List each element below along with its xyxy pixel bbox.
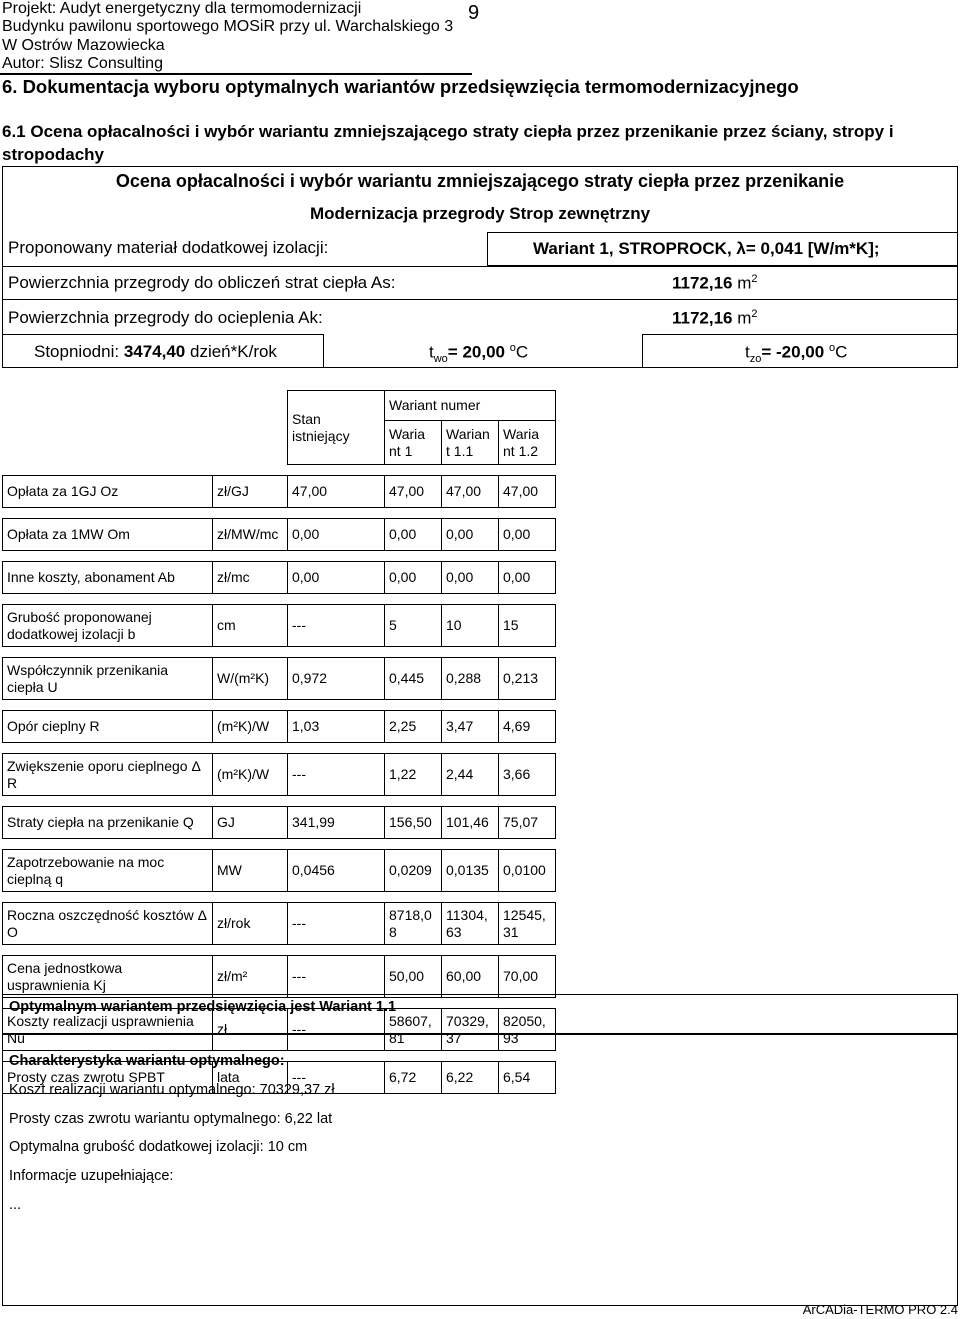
row-spacer <box>3 839 556 850</box>
cell-v2: 11304, 63 <box>442 903 499 945</box>
table-row <box>3 807 556 839</box>
cell-v3: 12545, 31 <box>499 903 556 945</box>
cell-unit: W/(m²K) <box>213 658 288 700</box>
cell-unit: cm <box>213 605 288 647</box>
header-divider <box>0 73 472 75</box>
cell-stan: 0,00 <box>288 519 385 551</box>
header-building: Budynku pawilonu sportowego MOSiR przy ul. Warchalskiego 3 <box>2 18 454 35</box>
cell-unit: MW <box>213 850 288 892</box>
two-temp: $t_{wo}= 20,00$ $^o$C <box>429 342 529 366</box>
cell-stan: 0,0456 <box>288 850 385 892</box>
cell-v3: 0,0100 <box>499 850 556 892</box>
cell-v3: 0,00 <box>499 519 556 551</box>
cell-stan: --- <box>288 754 385 796</box>
cell-stan: --- <box>288 605 385 647</box>
cell-v3: 3,66 <box>499 754 556 796</box>
area-as-value: 1172,16 $m^2$ <box>672 273 758 293</box>
degree-days: Stopniodni: 3474,40 dzień*K/rok <box>34 342 277 361</box>
row-spacer <box>3 551 556 562</box>
stan-header: Stan istniejący <box>288 391 385 465</box>
cell-label: Roczna oszczędność kosztów Δ O <box>3 903 213 945</box>
cell-v3: 0,00 <box>499 562 556 594</box>
info-label: Informacje uzupełniające: <box>9 1168 174 1184</box>
cell-v2: 101,46 <box>442 807 499 839</box>
cell-v3: 4,69 <box>499 711 556 743</box>
cell-unit: zł/m² <box>213 956 288 998</box>
cell-unit: GJ <box>213 807 288 839</box>
cell-v2: 60,00 <box>442 956 499 998</box>
cell-v1: 0,0209 <box>385 850 442 892</box>
table-row <box>3 562 556 594</box>
cell-v2: 6,22 <box>442 1062 499 1094</box>
cell-v3: 15 <box>499 605 556 647</box>
row-spacer <box>3 594 556 605</box>
cell-unit: zł/mc <box>213 562 288 594</box>
section-title: 6. Dokumentacja wyboru optymalnych wariantów przedsięwzięcia termomodernizacyjnego <box>2 76 799 97</box>
page-number: 9 <box>468 2 480 24</box>
cell-label: Zapotrzebowanie na moc cieplną q <box>3 850 213 892</box>
characteristics-title: Charakterystyka wariantu optymalnego: <box>9 1053 285 1069</box>
table-row <box>3 476 556 508</box>
cell-stan: 0,00 <box>288 562 385 594</box>
cell-v1: 47,00 <box>385 476 442 508</box>
cell-v2: 47,00 <box>442 476 499 508</box>
table-row <box>3 519 556 551</box>
row-spacer <box>3 892 556 903</box>
cell-v3: 75,07 <box>499 807 556 839</box>
header-author: Autor: Slisz Consulting <box>2 55 163 72</box>
cell-label: Prosty czas zwrotu SPBT <box>3 1062 213 1094</box>
table-row <box>3 605 556 647</box>
cell-label: Straty ciepła na przenikanie Q <box>3 807 213 839</box>
cell-v1: 0,445 <box>385 658 442 700</box>
cell-label: Koszty realizacji usprawnienia Nu <box>3 1009 213 1051</box>
cell-stan: --- <box>288 903 385 945</box>
cell-label: Opłata za 1GJ Oz <box>3 476 213 508</box>
cell-unit: (m²K)/W <box>213 711 288 743</box>
row-spacer <box>3 465 556 476</box>
cell-stan: 341,99 <box>288 807 385 839</box>
cell-unit: (m²K)/W <box>213 754 288 796</box>
cell-unit: lata <box>213 1062 288 1094</box>
optimal-box <box>2 994 958 1034</box>
cell-v2: 0,0135 <box>442 850 499 892</box>
cell-unit: zł/GJ <box>213 476 288 508</box>
cell-label: Cena jednostkowa usprawnienia Kj <box>3 956 213 998</box>
footer-software: ArCADia-TERMO PRO 2.4 <box>802 1302 958 1317</box>
cell-v1: 1,22 <box>385 754 442 796</box>
table-row <box>3 658 556 700</box>
cell-label: Współczynnik przenikania ciepła U <box>3 658 213 700</box>
cell-label: Zwiększenie oporu cieplnego Δ R <box>3 754 213 796</box>
material-label: Proponowany materiał dodatkowej izolacji: <box>8 238 329 257</box>
cell-v2: 3,47 <box>442 711 499 743</box>
cell-stan: 1,03 <box>288 711 385 743</box>
box-subtitle: Modernizacja przegrody Strop zewnętrzny <box>309 204 651 223</box>
variant-col-2: Warian t 1.1 <box>442 421 499 465</box>
cell-v2: 0,00 <box>442 519 499 551</box>
row-spacer <box>3 945 556 956</box>
header-city: W Ostrów Mazowiecka <box>2 37 165 54</box>
variant-col-1: Waria nt 1 <box>385 421 442 465</box>
area-ak-value: 1172,16 $m^2$ <box>672 308 758 328</box>
cell-v1: 50,00 <box>385 956 442 998</box>
cell-v3: 47,00 <box>499 476 556 508</box>
cell-v2: 10 <box>442 605 499 647</box>
row-spacer <box>3 743 556 754</box>
table-row <box>3 903 556 945</box>
cell-stan: --- <box>288 1062 385 1094</box>
cell-v1: 5 <box>385 605 442 647</box>
variant-col-3: Waria nt 1.2 <box>499 421 556 465</box>
cell-v1: 58607, 81 <box>385 1009 442 1051</box>
variant-table <box>2 390 556 1094</box>
variant-header: Wariant numer <box>385 391 556 421</box>
cell-label: Grubość proponowanej dodatkowej izolacji b <box>3 605 213 647</box>
table-row <box>3 711 556 743</box>
area-as-label: Powierzchnia przegrody do obliczeń strat ciepła As: <box>8 273 396 292</box>
cell-v3: 6,54 <box>499 1062 556 1094</box>
area-ak-label: Powierzchnia przegrody do ocieplenia Ak: <box>8 308 323 327</box>
cell-stan: 47,00 <box>288 476 385 508</box>
cell-v3: 70,00 <box>499 956 556 998</box>
table-row <box>3 956 556 998</box>
cell-label: Inne koszty, abonament Ab <box>3 562 213 594</box>
cell-label: Opór cieplny R <box>3 711 213 743</box>
cell-v2: 0,00 <box>442 562 499 594</box>
table-row <box>3 850 556 892</box>
cell-stan: --- <box>288 1009 385 1051</box>
row-spacer <box>3 508 556 519</box>
optimal-thickness: Optymalna grubość dodatkowej izolacji: 10 cm <box>9 1139 308 1155</box>
tzo-temp: $t_{zo}= -20,00$ $^o$C <box>745 342 848 366</box>
cell-v3: 0,213 <box>499 658 556 700</box>
cell-unit: zł/MW/mc <box>213 519 288 551</box>
cell-stan: 0,972 <box>288 658 385 700</box>
cell-v2: 70329, 37 <box>442 1009 499 1051</box>
header-project: Projekt: Audyt energetyczny dla termomodernizacji <box>2 0 362 17</box>
cell-v3: 82050, 93 <box>499 1009 556 1051</box>
cell-v1: 0,00 <box>385 519 442 551</box>
info-value: ... <box>9 1197 22 1213</box>
cell-v1: 8718,0 8 <box>385 903 442 945</box>
characteristics-box <box>2 1034 958 1306</box>
row-spacer <box>3 700 556 711</box>
cell-v1: 2,25 <box>385 711 442 743</box>
optimal-variant: Optymalnym wariantem przedsięwzięcia jest Wariant 1.1 <box>9 999 397 1015</box>
box-title: Ocena opłacalności i wybór wariantu zmniejszającego straty ciepła przez przenikanie <box>115 171 845 191</box>
row-spacer <box>3 647 556 658</box>
table-row <box>3 754 556 796</box>
optimal-cost: Koszt realizacji wariantu optymalnego: 70329,37 zł <box>9 1082 335 1098</box>
cell-v2: 0,288 <box>442 658 499 700</box>
cell-v1: 156,50 <box>385 807 442 839</box>
cell-v2: 2,44 <box>442 754 499 796</box>
cell-label: Opłata za 1MW Om <box>3 519 213 551</box>
optimal-spbt: Prosty czas zwrotu wariantu optymalnego: 6,22 lat <box>9 1111 333 1127</box>
row-spacer <box>3 796 556 807</box>
cell-unit: zł <box>213 1009 288 1051</box>
cell-unit: zł/rok <box>213 903 288 945</box>
subsection-title: 6.1 Ocena opłacalności i wybór wariantu zmniejszającego straty ciepła przez przenikanie przez ściany, stropy i stropodachy <box>2 122 894 164</box>
cell-v1: 6,72 <box>385 1062 442 1094</box>
cell-v1: 0,00 <box>385 562 442 594</box>
cell-stan: --- <box>288 956 385 998</box>
material-value: Wariant 1, STROPROCK, λ= 0,041 [W/m*K]; <box>533 239 880 258</box>
